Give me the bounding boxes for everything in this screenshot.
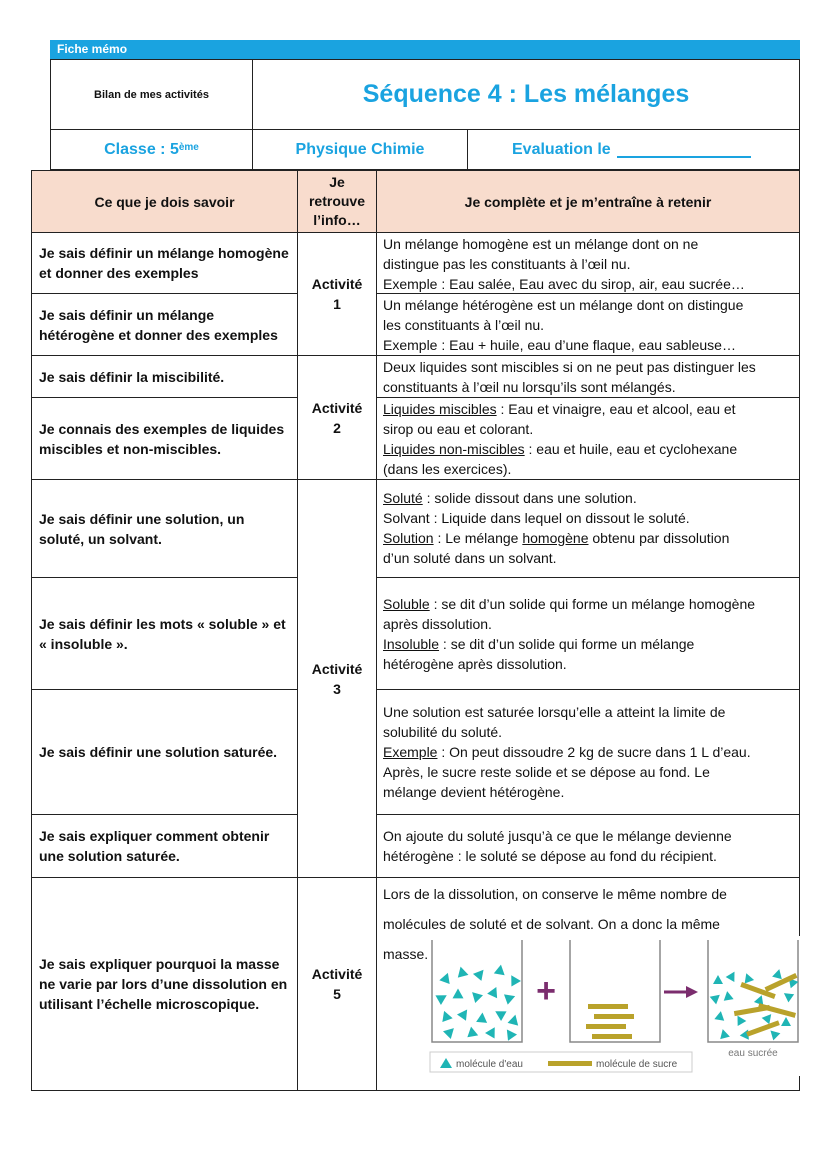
row6-line3 xyxy=(383,634,793,654)
row7-answer xyxy=(376,689,800,815)
legend-sugar-icon xyxy=(548,1061,592,1066)
row8-answer xyxy=(376,814,800,878)
col-header-info-line3: l’info… xyxy=(313,212,361,228)
row4-skill: Je connais des exemples de liquides miscibles et non-miscibles. xyxy=(31,397,298,480)
activity-5 xyxy=(297,877,377,1091)
solute-text: : solide dissout dans une solution. xyxy=(422,490,637,506)
result-label: eau sucrée xyxy=(728,1048,778,1059)
class-superscript: ème xyxy=(178,142,199,153)
row7-line5: mélange devient hétérogène. xyxy=(383,784,565,800)
row1-skill: Je sais définir un mélange homogène et donner des exemples xyxy=(31,232,298,294)
insoluble-text: : se dit d’un solide qui forme un mélange xyxy=(439,636,695,652)
row1-line1: Un mélange homogène est un mélange dont on ne xyxy=(383,236,699,252)
miscible-label: Liquides miscibles xyxy=(383,401,497,417)
sugar-molecule-icon xyxy=(588,1004,628,1009)
row4-line1 xyxy=(383,399,793,419)
activity-1-number: 1 xyxy=(333,296,341,312)
row4-line4: (dans les exercices). xyxy=(383,461,512,477)
row9-skill: Je sais expliquer pourquoi la masse ne varie par lors d’une dissolution en utilisant l’échelle microscopique. xyxy=(31,877,298,1091)
row6-line1 xyxy=(383,594,793,614)
insoluble-label: Insoluble xyxy=(383,636,440,652)
row2-line3: Exemple : Eau + huile, eau d’une flaque, eau sableuse… xyxy=(383,337,736,353)
solute-label: Soluté xyxy=(383,490,423,506)
col-header-savoir: Ce que je dois savoir xyxy=(31,170,298,233)
nonmiscible-label: Liquides non-miscibles xyxy=(383,441,525,457)
row6-skill: Je sais définir les mots « soluble » et « insoluble ». xyxy=(31,577,298,690)
activity-5-number: 5 xyxy=(333,986,341,1002)
row7-skill: Je sais définir une solution saturée. xyxy=(31,689,298,815)
row5-line4: d’un soluté dans un solvant. xyxy=(383,550,557,566)
nonmiscible-text: : eau et huile, eau et cyclohexane xyxy=(524,441,738,457)
evaluation-blank xyxy=(617,142,751,158)
miscible-text: : Eau et vinaigre, eau et alcool, eau et xyxy=(496,401,736,417)
row7-line1: Une solution est saturée lorsqu’elle a atteint la limite de xyxy=(383,704,726,720)
solution-homogene: homogène xyxy=(522,530,589,546)
dissolution-diagram xyxy=(428,936,800,1076)
activity-2-label: Activité xyxy=(311,399,363,416)
activity-2 xyxy=(297,355,377,480)
row9-line3: masse. xyxy=(383,946,429,962)
row4-line2: sirop ou eau et colorant. xyxy=(383,421,534,437)
row5-line1 xyxy=(383,488,793,508)
sugar-molecule-icon xyxy=(592,1034,632,1039)
row3-skill: Je sais définir la miscibilité. xyxy=(31,355,298,398)
activity-5-label: Activité xyxy=(311,966,363,982)
activity-1 xyxy=(297,232,377,356)
memo-tag: Fiche mémo xyxy=(50,40,800,59)
row5-answer xyxy=(376,479,800,578)
subject-label: Physique Chimie xyxy=(252,129,468,170)
row4-line3 xyxy=(383,439,793,459)
evaluation-field xyxy=(467,129,800,170)
legend-sugar-label: molécule de sucre xyxy=(596,1059,678,1070)
row7-line2: solubilité du soluté. xyxy=(383,724,503,740)
bilan-label: Bilan de mes activités xyxy=(50,59,253,130)
activity-2-number: 2 xyxy=(333,419,341,436)
soluble-label: Soluble xyxy=(383,596,430,612)
row5-skill: Je sais définir une solution, un soluté, un solvant. xyxy=(31,479,298,578)
row6-line2: après dissolution. xyxy=(383,616,492,632)
row8-line1: On ajoute du soluté jusqu’à ce que le mélange devienne xyxy=(383,828,732,844)
col-header-info-line1: Je xyxy=(329,174,345,190)
row6-answer xyxy=(376,577,800,690)
row1-line3: Exemple : Eau salée, Eau avec du sirop, air, eau sucrée… xyxy=(383,276,745,292)
row9-line2: molécules de soluté et de solvant. On a donc la même xyxy=(383,916,720,932)
row1-answer xyxy=(376,232,800,294)
row6-line4: hétérogène après dissolution. xyxy=(383,656,567,672)
col-header-info xyxy=(297,170,377,233)
solution-label: Solution xyxy=(383,530,434,546)
sugar-molecule-icon xyxy=(594,1014,634,1019)
exemple-text: : On peut dissoudre 2 kg de sucre dans 1 L d’eau. xyxy=(437,744,751,760)
row1-line2: distingue pas les constituants à l’œil nu. xyxy=(383,256,631,272)
activity-3 xyxy=(297,479,377,878)
soluble-text: : se dit d’un solide qui forme un mélange homogène xyxy=(429,596,756,612)
solution-text-b: obtenu par dissolution xyxy=(588,530,730,546)
row8-skill: Je sais expliquer comment obtenir une solution saturée. xyxy=(31,814,298,878)
evaluation-label: Evaluation le xyxy=(512,140,611,158)
row4-answer xyxy=(376,397,800,480)
activity-3-number: 3 xyxy=(333,680,341,697)
row3-answer xyxy=(376,355,800,398)
class-text: Classe : 5 xyxy=(104,140,179,158)
row2-answer xyxy=(376,293,800,356)
activity-1-label: Activité xyxy=(311,276,363,292)
exemple-label: Exemple xyxy=(383,744,438,760)
row7-line4: Après, le sucre reste solide et se dépose au fond. Le xyxy=(383,764,710,780)
row9-line1: Lors de la dissolution, on conserve le même nombre de xyxy=(383,886,727,902)
row7-line3 xyxy=(383,742,793,762)
col-header-complete: Je complète et je m’entraîne à retenir xyxy=(376,170,800,233)
legend-water-label: molécule d'eau xyxy=(456,1059,523,1070)
row8-line2: hétérogène : le soluté se dépose au fond du récipient. xyxy=(383,848,717,864)
row3-line1: Deux liquides sont miscibles si on ne peut pas distinguer les xyxy=(383,359,756,375)
page-title: Séquence 4 : Les mélanges xyxy=(252,59,800,130)
row2-skill: Je sais définir un mélange hétérogène et donner des exemples xyxy=(31,293,298,356)
row5-line2: Solvant : Liquide dans lequel on dissout le soluté. xyxy=(383,510,690,526)
row3-line2: constituants à l’œil nu lorsqu’ils sont mélangés. xyxy=(383,379,676,395)
row2-line1: Un mélange hétérogène est un mélange dont on distingue xyxy=(383,297,744,313)
solution-text-a: : Le mélange xyxy=(433,530,523,546)
class-label xyxy=(50,129,253,170)
activity-3-label: Activité xyxy=(311,660,363,677)
row2-line2: les constituants à l’œil nu. xyxy=(383,317,545,333)
row5-line3 xyxy=(383,528,793,548)
col-header-info-line2: retrouve xyxy=(308,193,366,209)
plus-sign: + xyxy=(536,972,556,1010)
sugar-molecule-icon xyxy=(586,1024,626,1029)
